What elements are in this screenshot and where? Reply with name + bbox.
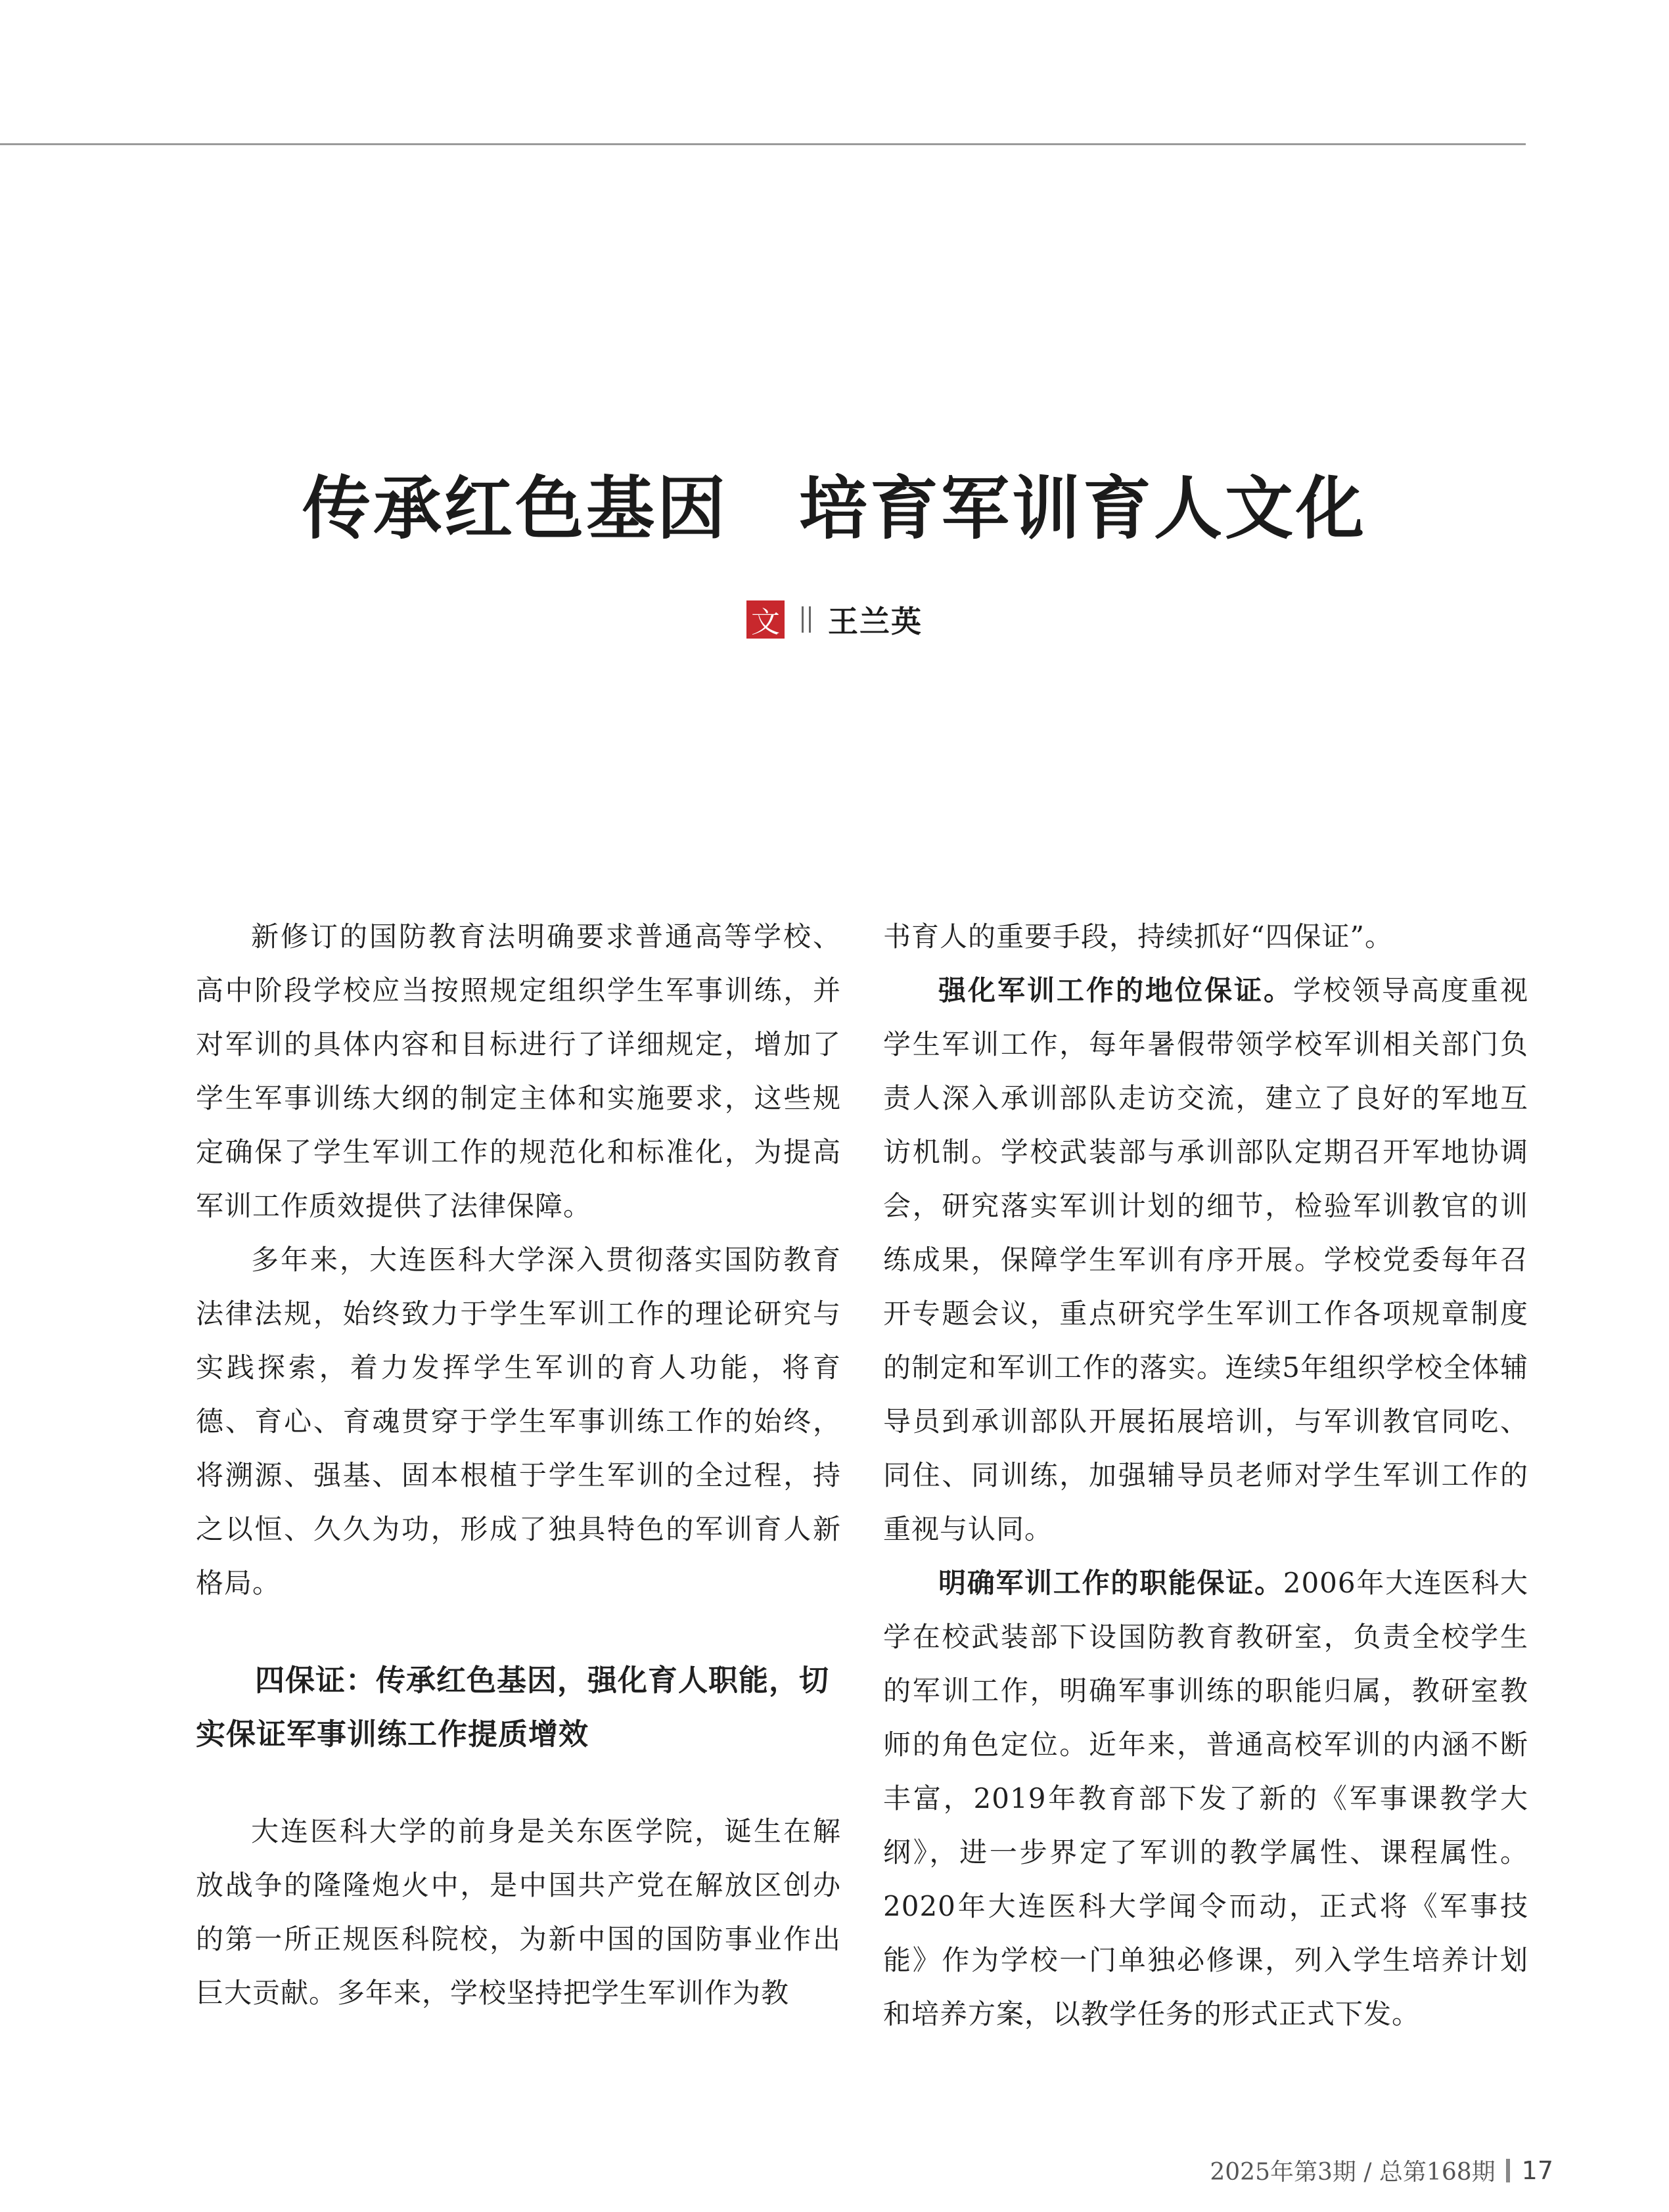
byline-mark: 文 — [746, 600, 785, 639]
paragraph: 新修订的国防教育法明确要求普通高等学校、高中阶段学校应当按照规定组织学生军事训练，并对军训的具体内容和目标进行了详细规定，增加了学生军事训练大纲的制定主体和实施要求，这些规定确保了学生军训工作的规范化和标准化，为提高军训工作质效提供了法律保障。 — [196, 920, 841, 1222]
paragraph-body: 2006年大连医科大学在校武装部下设国防教育教研室，负责全校学生的军训工作，明确军事训练的职能归属，教研室教师的角色定位。近年来，普通高校军训的内涵不断丰富，2019年教育部下发了新的《军事课教学大纲》，进一步界定了军训的教学属性、课程属性。2020年大连医科大学闻令而动，正式将《军事技能》作为学校一门单独必修课，列入学生培养计划和培养方案，以教学任务的形式正式下发。 — [883, 1567, 1528, 2030]
paragraph-lead: 明确军训工作的职能保证。 — [938, 1567, 1283, 1599]
page-footer — [1210, 2154, 1553, 2187]
paragraph — [883, 1556, 1528, 2041]
paragraph: 多年来，大连医科大学深入贯彻落实国防教育法律法规，始终致力于学生军训工作的理论研究与实践探索，着力发挥学生军训的育人功能，将育德、育心、育魂贯穿于学生军事训练工作的始终，将溯源、强基、固本根植于学生军训的全过程，持之以恒、久久为功，形成了独具特色的军训育人新格局。 — [196, 1244, 841, 1599]
top-rule — [0, 143, 1526, 145]
footer-separator — [1506, 2159, 1510, 2182]
paragraph-continued: 书育人的重要手段，持续抓好“四保证”。 — [883, 920, 1393, 953]
left-column — [196, 910, 841, 2020]
author-name: 王兰英 — [828, 604, 923, 639]
right-column — [883, 910, 1528, 2041]
article-title: 传承红色基因 培育军训育人文化 — [302, 468, 1367, 549]
section-subheading: 四保证：传承红色基因，强化育人职能，切实保证军事训练工作提质增效 — [196, 1663, 830, 1751]
page-number: 17 — [1521, 2156, 1553, 2185]
issue-info: 2025年第3期 / 总第168期 — [1210, 2159, 1496, 2186]
byline-separator — [802, 606, 811, 633]
paragraph-body: 学校领导高度重视学生军训工作，每年暑假带领学校军训相关部门负责人深入承训部队走访交流，建立了良好的军地互访机制。学校武装部与承训部队定期召开军地协调会，研究落实军训计划的细节，检验军训教官的训练成果，保障学生军训有序开展。学校党委每年召开专题会议，重点研究学生军训工作各项规章制度的制定和军训工作的落实。连续5年组织学校全体辅导员到承训部队开展拓展培训，与军训教官同吃、同住、同训练，加强辅导员老师对学生军训工作的重视与认同。 — [883, 974, 1528, 1545]
paragraph — [883, 964, 1528, 1556]
paragraph-lead: 强化军训工作的地位保证。 — [938, 974, 1293, 1006]
byline — [0, 598, 1669, 641]
paragraph: 大连医科大学的前身是关东医学院，诞生在解放战争的隆隆炮火中，是中国共产党在解放区创办的第一所正规医科院校，为新中国的国防事业作出巨大贡献。多年来，学校坚持把学生军训作为教 — [196, 1815, 841, 2009]
